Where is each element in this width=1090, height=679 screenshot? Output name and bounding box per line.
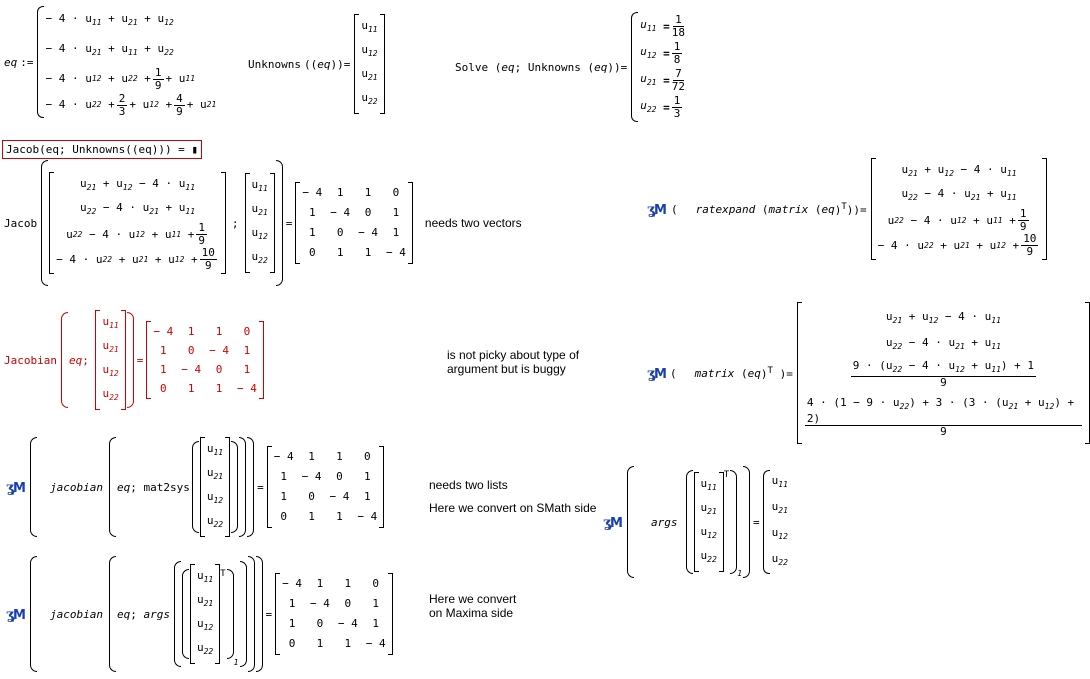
jacobian-args-paren: jacobian eq ; args $u_{11}$ $u_{21}$ $u_{12}$ $u_{22}$ $^T$ $_1$	[30, 556, 263, 672]
mat2sys-vars: $u_{11}$ $u_{21}$ $u_{12}$ $u_{22}$	[200, 437, 230, 537]
eq-definition[interactable]	[4, 6, 216, 118]
jacobian-mat2sys-expression[interactable]: ʓ M jacobian eq ; mat2sys $u_{11}$ $u_{21}$ $u_{12}$ $u_{22}$ = − 4 1 1 0 1 − 4 0 1 1 0 − 4 1 0 1 1 − 4	[6, 437, 384, 537]
matrix-transpose-result: $u_{21} + u_{12} - 4 \cdot u_{11}$ $u_{22} - 4 \cdot u_{21} + u_{11}$ $\frac{9 \cdot (u_{22} - 4 \cdot u_{12} + u_{11}) + 1}{9}$ $\frac{4 \cdot (1 - 9 \cdot u_{22}) + 3 \cdot (3 \cdot (u_{21} + u_{12}) + 2)}{9}$	[797, 302, 1090, 444]
matrix-func: matrix	[694, 366, 735, 380]
args-func: args	[143, 607, 170, 621]
svg-text:M: M	[13, 481, 26, 496]
eq-row: − 4 · u 12 + u 22 + $\frac{1}{9}$ + u 11	[45, 65, 196, 92]
unknowns-expression[interactable]: Unknowns (( eq ))= $u_{11}$ $u_{12}$ $u_{21}$ $u_{22}$	[248, 14, 385, 114]
svg-text:ʓ: ʓ	[647, 366, 655, 382]
svg-text:M: M	[13, 608, 26, 623]
mat2sys-func: mat2sys	[143, 480, 190, 494]
jacobian-mat2sys-paren	[30, 437, 254, 537]
jacobian-args-matrix: − 4 1 1 0 1 − 4 0 1 1 0 − 4 1 0 1 1 − 4	[275, 573, 393, 655]
jacobian-red-func: Jacobian	[4, 353, 57, 367]
jacob-eq-vector: $u_{21} + u_{12} - 4 \cdot u_{11}$ $u_{22} - 4 \cdot u_{21} + u_{11}$ u 22 − 4 · u 12 + u 11 + $\frac{1}{9}$ − 4 · u 22 + u 21 + u 12 + $\frac{10}{9}$	[49, 172, 226, 274]
matrix-transpose-expression[interactable]: ʓ M ( matrix ( eq )$^T$ )= $u_{21} + u_{12} - 4 \cdot u_{11}$ $u_{22} - 4 \cdot u_{21} + u_{11}$ $\frac{9 \cdot (u_{22} - 4 \cdot u_{12} + u_{11}) + 1}{9}$ $\frac{4 \cdot (1 - 9 \cdot u_{22}) + 3 \cdot (3 \cdot (u_{21} + u_{12}) + 2)}{9}$	[647, 302, 1090, 444]
maxima-icon	[6, 478, 26, 496]
solve-arg1: eq	[501, 60, 515, 74]
jacobian-red-args: eq ; $u_{11}$ $u_{21}$ $u_{12}$ $u_{22}$	[61, 312, 134, 408]
ratexpand-inner: matrix	[768, 202, 809, 216]
jacobian-args: eq ; mat2sys $u_{11}$ $u_{21}$ $u_{12}$ $u_{22}$	[109, 437, 246, 537]
jacobian-mat2sys-note: needs two lists Here we convert on SMath side	[429, 478, 597, 515]
eq-row: − $4 \cdot u_{21} + u_{11} + u_{22}$	[45, 42, 174, 57]
jacob-expression[interactable]: Jacob $u_{21} + u_{12} - 4 \cdot u_{11}$ $u_{22} - 4 \cdot u_{21} + u_{11}$ u 22 − 4 · u 12 + u 11 + $\frac{1}{9}$ − 4 · u 22 + u 21 + u 12 + $\frac{10}{9}$ ; $u_{11}$ $u_{21}$ $u_{12}$ $u_{22}$ = − 4 1 1 0 1 − 4 0 1 1 0 − 4 1 0 1 1 − 4 needs two vectors	[4, 160, 522, 286]
args-result: $u_{11}$ $u_{21}$ $u_{12}$ $u_{22}$	[763, 470, 788, 574]
jacob-result-matrix: − 4 1 1 0 1 − 4 0 1 1 0 − 4 1 0 1 1 − 4	[295, 182, 413, 264]
ratexpand-expression[interactable]: ʓ M ( ratexpand ( matrix ( eq )$^T$))= $u_{21} + u_{12} - 4 \cdot u_{11}$ $u_{22} - 4 \cdot u_{21} + u_{11}$ u 22 − 4 · u 12 + u 11 + $\frac{1}{9}$ − 4 · u 22 + u 21 + u 12 + $\frac{10}{9}$	[647, 158, 1047, 260]
unknowns-result: $u_{11}$ $u_{12}$ $u_{21}$ $u_{22}$	[354, 14, 384, 114]
jacob-error-expression[interactable]	[2, 140, 202, 159]
jacob-args: $u_{21} + u_{12} - 4 \cdot u_{11}$ $u_{22} - 4 \cdot u_{21} + u_{11}$ u 22 − 4 · u 12 + u 11 + $\frac{1}{9}$ − 4 · u 22 + u 21 + u 12 + $\frac{10}{9}$ ; $u_{11}$ $u_{21}$ $u_{12}$ $u_{22}$	[41, 160, 283, 286]
jacobian-red-matrix: − 4 1 1 0 1 0 − 4 1 1 − 4 0 1 0 1 1 − 4	[146, 321, 264, 399]
assign-op: :=	[20, 55, 34, 69]
args-vars: $u_{11}$ $u_{21}$ $u_{12}$ $u_{22}$	[694, 472, 724, 572]
eq-row: − $4 \cdot u_{11} + u_{21} + u_{12}$	[45, 12, 174, 27]
args-func: args	[651, 515, 678, 529]
jacobian-args-vars: $u_{11}$ $u_{21}$ $u_{12}$ $u_{22}$	[190, 564, 220, 664]
maxima-icon	[647, 200, 667, 218]
svg-text:ʓ: ʓ	[6, 480, 14, 496]
svg-text:ʓ: ʓ	[647, 202, 655, 218]
jacob-func: Jacob	[4, 216, 38, 230]
jacob-error-text: Jacob(eq; Unknowns((eq))) = ▮	[6, 143, 199, 156]
eq-label: eq	[4, 55, 18, 69]
jacobian-func: jacobian	[50, 480, 103, 494]
eq-row: − 4 · u 22 + $\frac{2}{3}$ + u 12 + $\frac{4}{9}$ + u 21	[45, 91, 217, 118]
svg-text:M: M	[654, 203, 667, 218]
svg-text:M: M	[610, 516, 623, 531]
svg-text:M: M	[654, 367, 667, 382]
maxima-icon	[6, 605, 26, 623]
ratexpand-result: $u_{21} + u_{12} - 4 \cdot u_{11}$ $u_{22} - 4 \cdot u_{21} + u_{11}$ u 22 − 4 · u 12 + u 11 + $\frac{1}{9}$ − 4 · u 22 + u 21 + u 12 + $\frac{10}{9}$	[871, 158, 1048, 260]
solve-arg2: Unknowns	[527, 60, 581, 74]
jacobian-mat2sys-matrix: − 4 1 1 0 1 − 4 0 1 1 0 − 4 1 0 1 1 − 4	[267, 446, 385, 528]
jacobian-red-note: is not picky about type of argument but is buggy	[447, 348, 580, 376]
unknowns-arg: eq	[317, 57, 331, 71]
solve-expression[interactable]: Solve ( eq ; Unknowns ( eq ))= $u_{11}$ = $\frac{1}{18}$ $u_{12}$ = $\frac{1}{8}$ $u_{21}$ = $\frac{7}{72}$ $u_{22}$ = $\frac{1}{3}$	[455, 13, 685, 120]
svg-text:ʓ: ʓ	[603, 515, 611, 531]
jacobian-red-expression[interactable]: Jacobian eq ; $u_{11}$ $u_{21}$ $u_{12}$ $u_{22}$ = − 4 1 1 0 1 0 − 4 1 1 − 4 0 1 0 1 1 − 4	[4, 312, 264, 408]
jacob-note: needs two vectors	[424, 216, 522, 230]
jacobian-func: jacobian	[50, 607, 103, 621]
ratexpand-func: ratexpand	[695, 202, 756, 216]
solve-result: $u_{11}$ = $\frac{1}{18}$ $u_{12}$ = $\frac{1}{8}$ $u_{21}$ = $\frac{7}{72}$ $u_{22}$ = $\frac{1}{3}$	[631, 12, 687, 122]
svg-text:ʓ: ʓ	[6, 607, 14, 623]
solve-func: Solve	[455, 60, 489, 74]
ratexpand-arg: eq	[821, 202, 835, 216]
jacob-var-vector: $u_{11}$ $u_{21}$ $u_{12}$ $u_{22}$	[245, 173, 275, 273]
eq-system	[37, 6, 217, 118]
args-paren: args $u_{11}$ $u_{21}$ $u_{12}$ $u_{22}$ $^T$ $_1$	[627, 466, 750, 578]
maxima-icon	[647, 364, 666, 382]
jacobian-args-note: Here we convert on Maxima side	[429, 592, 517, 620]
jacobian-red-vars: $u_{11}$ $u_{21}$ $u_{12}$ $u_{22}$	[95, 310, 125, 410]
unknowns-func: Unknowns	[248, 57, 301, 71]
args-expression[interactable]: ʓ M args $u_{11}$ $u_{21}$ $u_{12}$ $u_{22}$ $^T$ $_1$ = $u_{11}$ $u_{21}$ $u_{12}$ $u_{22}$	[603, 466, 788, 578]
jacobian-args-expression[interactable]: ʓ M jacobian eq ; args $u_{11}$ $u_{21}$ $u_{12}$ $u_{22}$ $^T$ $_1$ = − 4 1 1 0 1 − 4 0 1 1 0 − 4 1 0 1 1 − 4	[6, 556, 393, 672]
maxima-icon	[603, 513, 623, 531]
